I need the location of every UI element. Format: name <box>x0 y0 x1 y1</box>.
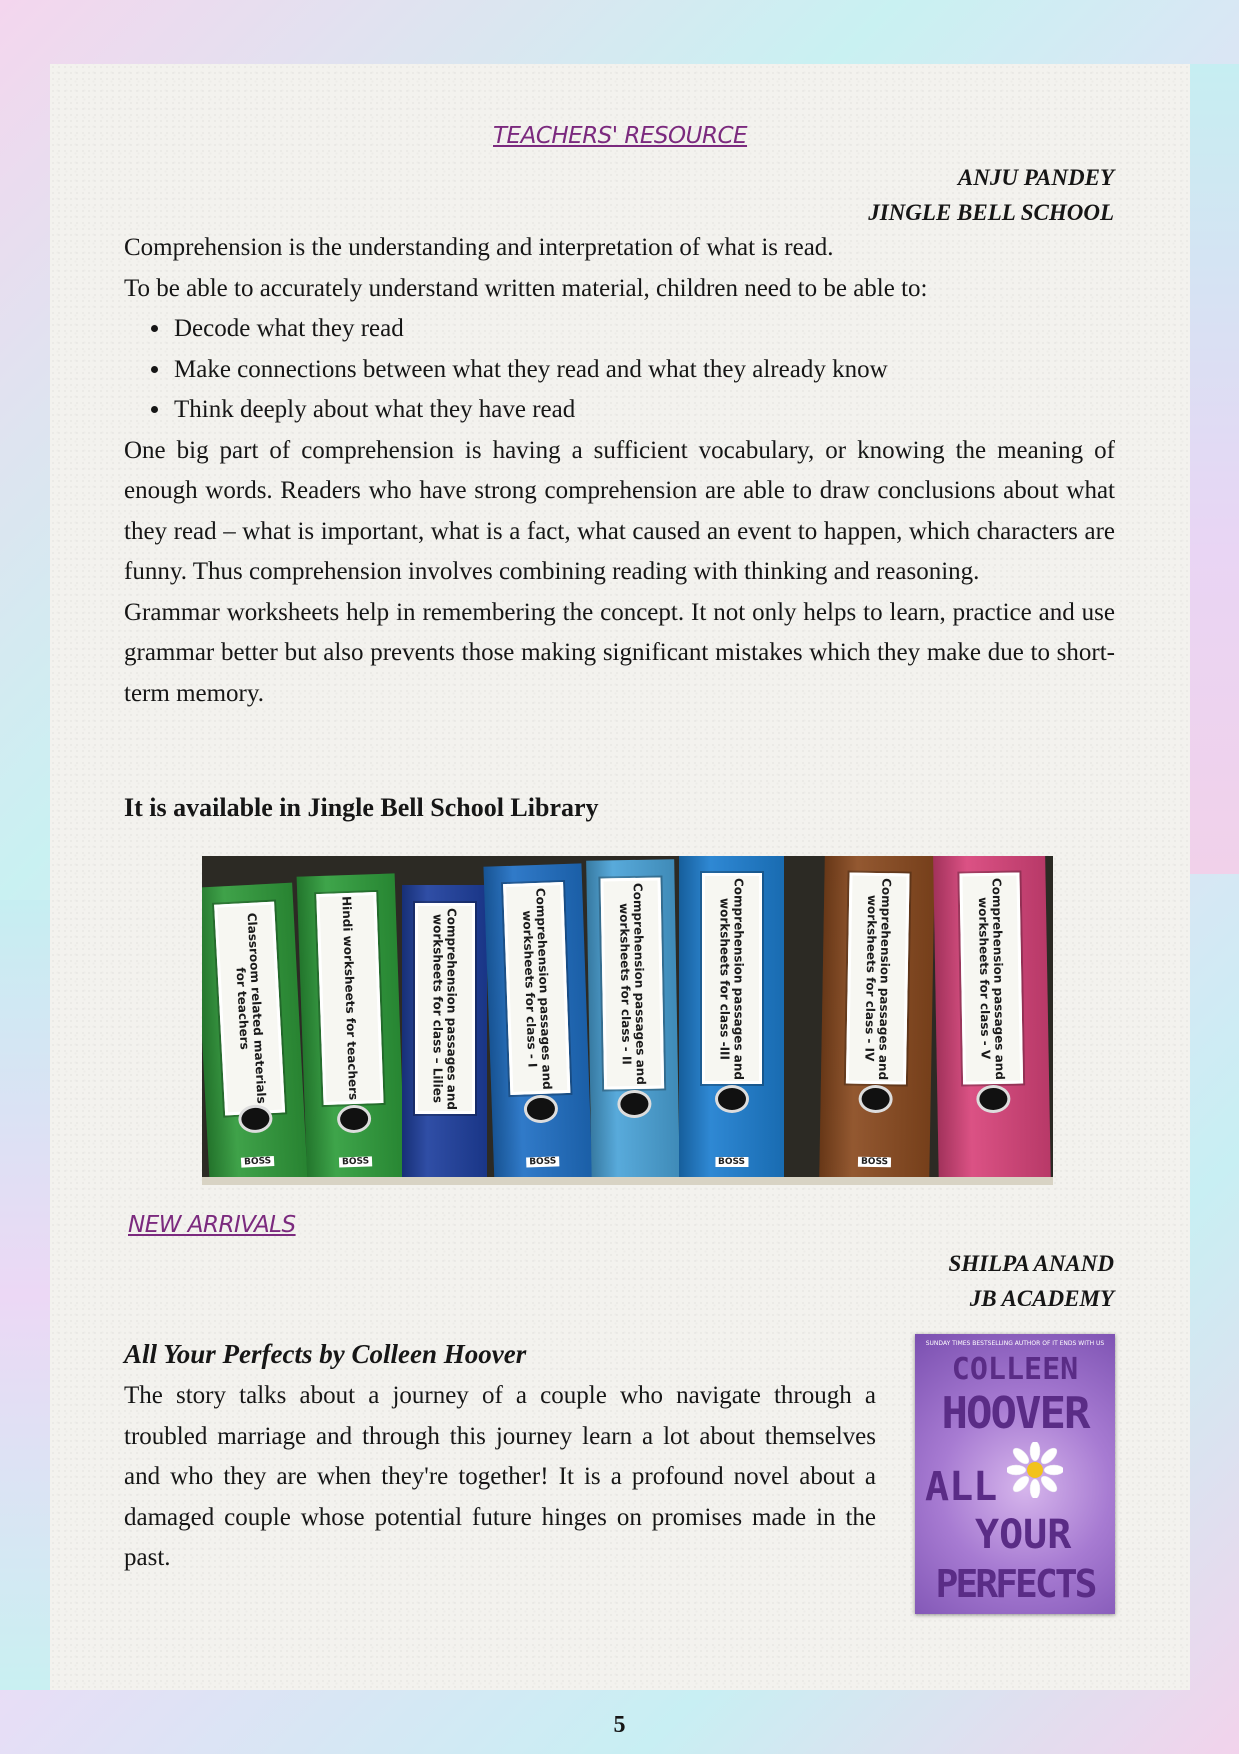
brand-sticker: BOSS <box>339 1156 372 1167</box>
finger-hole <box>238 1104 273 1134</box>
author-school: JB ACADEMY <box>969 1286 1114 1311</box>
author-byline <box>948 1246 1114 1316</box>
binder-label <box>600 877 664 1089</box>
binder-label <box>503 882 570 1095</box>
cover-title-line-2: YOUR <box>975 1512 1072 1558</box>
finger-hole <box>617 1090 651 1119</box>
binder-spine <box>819 856 935 1185</box>
binder-label <box>702 873 762 1084</box>
book-title: All Your Perfects by Colleen Hoover <box>124 1339 527 1369</box>
brand-sticker: BOSS <box>715 1157 748 1167</box>
book-cover-image <box>915 1334 1115 1614</box>
intro-paragraph: Comprehension is the understanding and interpretation of what is read. <box>124 234 834 261</box>
skills-list <box>124 309 1115 431</box>
daisy-flower-icon <box>1007 1442 1063 1498</box>
brand-sticker: BOSS <box>241 1156 275 1168</box>
finger-hole <box>337 1104 372 1133</box>
binder-label-text: Classroom related materials for teachers <box>233 912 269 1104</box>
list-item: • Decode what they read <box>172 309 1115 350</box>
decorative-watercolor-right <box>1190 64 1239 874</box>
vocabulary-paragraph: One big part of comprehension is having a sufficient vocabulary, or knowing the meaning of enough words. Readers who have strong comprehension are able to draw conclusions about what they read – what is important, what is a fact, what caused an event to happen, which characters are funny. Thus comprehension involves combining reading with thinking and reasoning. <box>124 436 1115 585</box>
binder-label-text: Comprehension passages and worksheets for class - II <box>616 882 649 1085</box>
author-name: SHILPA ANAND <box>948 1251 1114 1276</box>
binder-label <box>846 872 910 1084</box>
section-heading-new-arrivals: NEW ARRIVALS <box>128 1212 296 1238</box>
cover-author-first: COLLEEN <box>951 1352 1079 1387</box>
cover-title-line-3: PERFECTS <box>935 1562 1095 1606</box>
page-number: 5 <box>613 1712 626 1738</box>
binder-spine <box>402 885 487 1185</box>
finger-hole <box>715 1085 749 1113</box>
binder-label-text: Comprehension passages and worksheets for class -III <box>717 877 746 1080</box>
binder-spine <box>586 859 680 1185</box>
binder-label-text: Comprehension passages and worksheets for class – Lilies <box>430 907 459 1110</box>
binder-label <box>316 892 383 1105</box>
binder-label-text: Comprehension passages and worksheets for class - IV <box>862 877 894 1080</box>
binder-label-text: Comprehension passages and worksheets for class - V <box>975 877 1008 1080</box>
decorative-watercolor-left <box>0 900 50 1690</box>
binder-label <box>214 902 285 1116</box>
binder-spine <box>933 856 1051 1185</box>
grammar-paragraph: Grammar worksheets help in remembering the concept. It not only helps to learn, practice and use grammar better but also prevents those making significant mistakes which they make due to short-term memory. <box>124 598 1115 707</box>
article-body <box>124 228 1115 714</box>
binder-spine <box>202 883 308 1185</box>
finger-hole <box>523 1094 558 1123</box>
finger-hole <box>858 1085 892 1114</box>
shelf-edge <box>202 1177 1053 1185</box>
binder-spine <box>679 856 784 1185</box>
binder-spine <box>297 873 406 1185</box>
cover-title-line-1: ALL <box>925 1464 998 1510</box>
binder-label-text: Comprehension passages and worksheets for class - I <box>519 887 555 1090</box>
binder-label <box>415 903 475 1114</box>
author-name: ANJU PANDEY <box>957 165 1114 190</box>
binder-spine <box>483 863 592 1185</box>
author-school: JINGLE BELL SCHOOL <box>868 200 1114 225</box>
brand-sticker: BOSS <box>858 1157 891 1168</box>
library-binders-photo <box>202 856 1053 1185</box>
list-item: • Think deeply about what they have read <box>172 390 1115 431</box>
availability-note: It is available in Jingle Bell School Library <box>124 793 599 822</box>
cover-tagline: SUNDAY TIMES BESTSELLING AUTHOR OF IT ENDS WITH US <box>925 1340 1105 1347</box>
book-review: The story talks about a journey of a couple who navigate through a troubled marriage and through this journey learn a lot about themselves and who they are when they're together! It is a profound novel about a damaged couple whose potential future hinges on promises made in the past. <box>124 1382 876 1571</box>
section-heading-teachers-resource: TEACHERS' RESOURCE <box>493 123 748 149</box>
list-item: • Make connections between what they read and what they already know <box>172 350 1115 391</box>
binder-label-text: Hindi worksheets for teachers <box>339 896 361 1101</box>
finger-hole <box>976 1085 1010 1114</box>
lead-paragraph: To be able to accurately understand written material, children need to be able to: <box>124 274 928 302</box>
author-byline <box>868 160 1114 230</box>
cover-author-last: HOOVER <box>941 1388 1089 1439</box>
binder-label <box>959 872 1023 1084</box>
brand-sticker: BOSS <box>526 1156 559 1167</box>
